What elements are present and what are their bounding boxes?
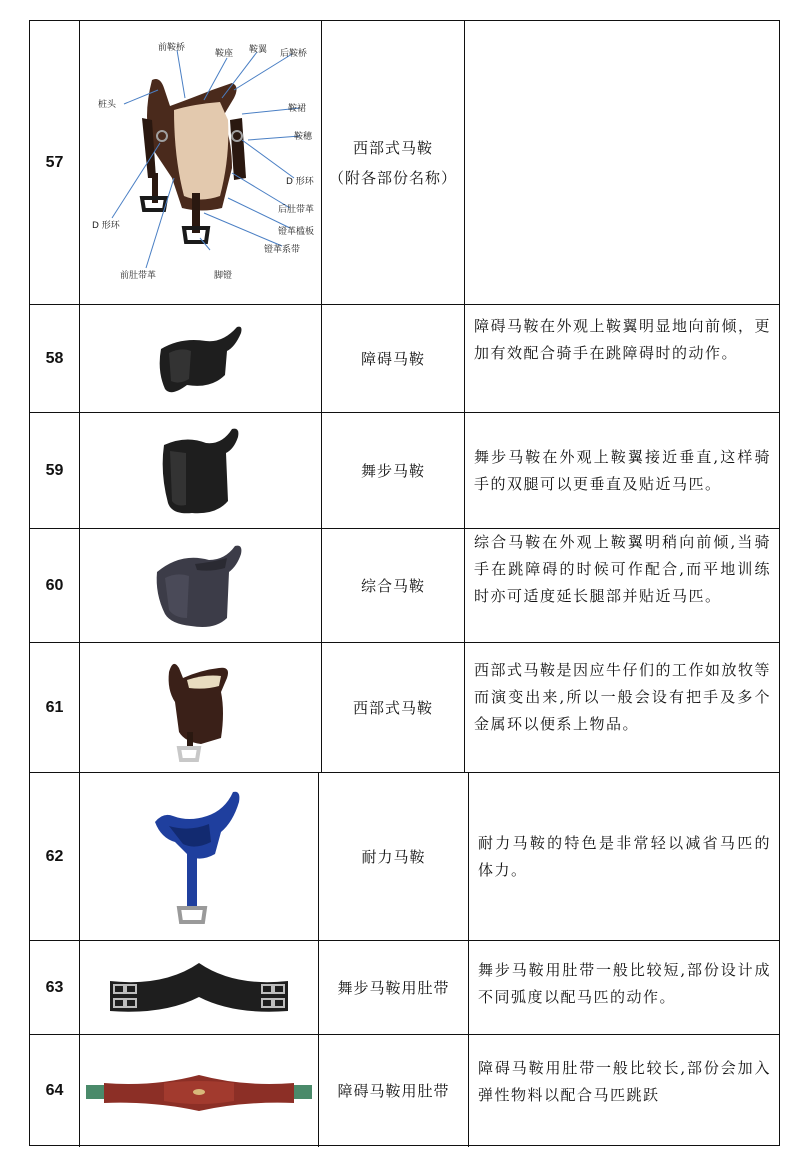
table-row [30, 643, 779, 773]
item-name-cell [322, 305, 465, 412]
item-description: 西部式马鞍是因应牛仔们的工作如放牧等而演变出来,所以一般会设有把手及多个金属环以便系上物品。 [474, 661, 772, 733]
endurance-saddle-image [149, 782, 249, 932]
table-row [30, 941, 779, 1035]
row-number: 59 [30, 413, 80, 528]
item-description: 舞步马鞍用肚带一般比较短,部份设计成不同弧度以配马匹的动作。 [478, 961, 771, 1006]
table-row [30, 1035, 779, 1147]
part-label: 脚镫 [213, 270, 232, 281]
item-name-cell [319, 773, 469, 940]
item-name: 西部式马鞍 [352, 698, 433, 717]
saddle-diagram-cell [80, 21, 322, 304]
item-description-cell [465, 413, 779, 528]
item-description: 耐力马鞍的特色是非常轻以减省马匹的体力。 [478, 833, 771, 879]
table-row [30, 413, 779, 529]
image-cell [80, 529, 322, 642]
part-label: 前鞍桥 [157, 42, 185, 53]
image-cell [80, 413, 322, 528]
item-name-cell [322, 529, 465, 642]
general-purpose-saddle-image [151, 538, 251, 634]
item-name: 障碍马鞍 [360, 349, 425, 368]
row-number: 60 [30, 529, 80, 642]
item-description: 障碍马鞍在外观上鞍翼明显地向前倾，更加有效配合骑手在跳障碍时的动作。 [474, 317, 772, 362]
item-description: 障碍马鞍用肚带一般比较长,部份会加入弹性物料以配合马匹跳跃 [478, 1059, 771, 1104]
image-cell [80, 643, 322, 772]
part-label: 鞍座 [214, 48, 233, 59]
image-cell [80, 1035, 319, 1147]
part-label: D 形环 [91, 220, 120, 231]
part-label: 镫革槛板 [277, 226, 314, 237]
item-name: 耐力马鞍 [361, 847, 426, 866]
row-number: 63 [30, 941, 80, 1034]
dressage-girth-image [104, 953, 294, 1023]
item-name-note: （附各部份名称） [328, 168, 457, 187]
part-label: 桩头 [97, 99, 116, 110]
row-number: 58 [30, 305, 80, 412]
item-name-cell [319, 1035, 469, 1147]
item-name-cell [322, 413, 465, 528]
item-name: 舞步马鞍 [360, 461, 425, 480]
row-number: 62 [30, 773, 80, 940]
part-label: 鞍穗 [293, 131, 312, 142]
item-name: 舞步马鞍用肚带 [337, 978, 450, 997]
dressage-saddle-image [156, 423, 246, 519]
item-name: 西部式马鞍 [352, 138, 433, 157]
table-row [30, 773, 779, 941]
image-cell [80, 941, 319, 1034]
part-label: 镫革系带 [263, 244, 300, 255]
item-name-cell [322, 21, 465, 304]
western-saddle-parts-diagram [82, 28, 320, 298]
table-row [30, 21, 779, 305]
part-label: 前肚带革 [119, 270, 156, 281]
part-label: 鞍翼 [248, 44, 267, 55]
table-row [30, 305, 779, 413]
row-number: 61 [30, 643, 80, 772]
table-row [30, 529, 779, 643]
part-label: 后鞍桥 [279, 48, 307, 59]
part-label: 鞍裙 [287, 103, 306, 114]
row-number: 64 [30, 1035, 80, 1147]
item-name-cell [319, 941, 469, 1034]
image-cell [80, 773, 319, 940]
item-name: 障碍马鞍用肚带 [337, 1082, 450, 1100]
item-description [465, 21, 779, 304]
saddle-table [29, 20, 780, 1146]
part-label: D 形环 [285, 176, 314, 187]
part-label: 后肚带革 [277, 204, 314, 215]
row-number: 57 [30, 21, 80, 304]
item-description-cell [469, 773, 779, 940]
item-name-cell [322, 643, 465, 772]
item-description: 舞步马鞍在外观上鞍翼接近垂直,这样骑手的双腿可以更垂直及贴近马匹。 [474, 447, 771, 493]
jumping-girth-image [84, 1061, 314, 1121]
image-cell [80, 305, 322, 412]
western-saddle-image [161, 652, 241, 764]
item-description: 综合马鞍在外观上鞍翼明稍向前倾,当骑手在跳障碍的时候可作配合,而平地训练时亦可适度延长腿部并贴近马匹。 [474, 533, 771, 605]
jumping-saddle-image [151, 319, 251, 399]
item-name: 综合马鞍 [360, 576, 425, 595]
